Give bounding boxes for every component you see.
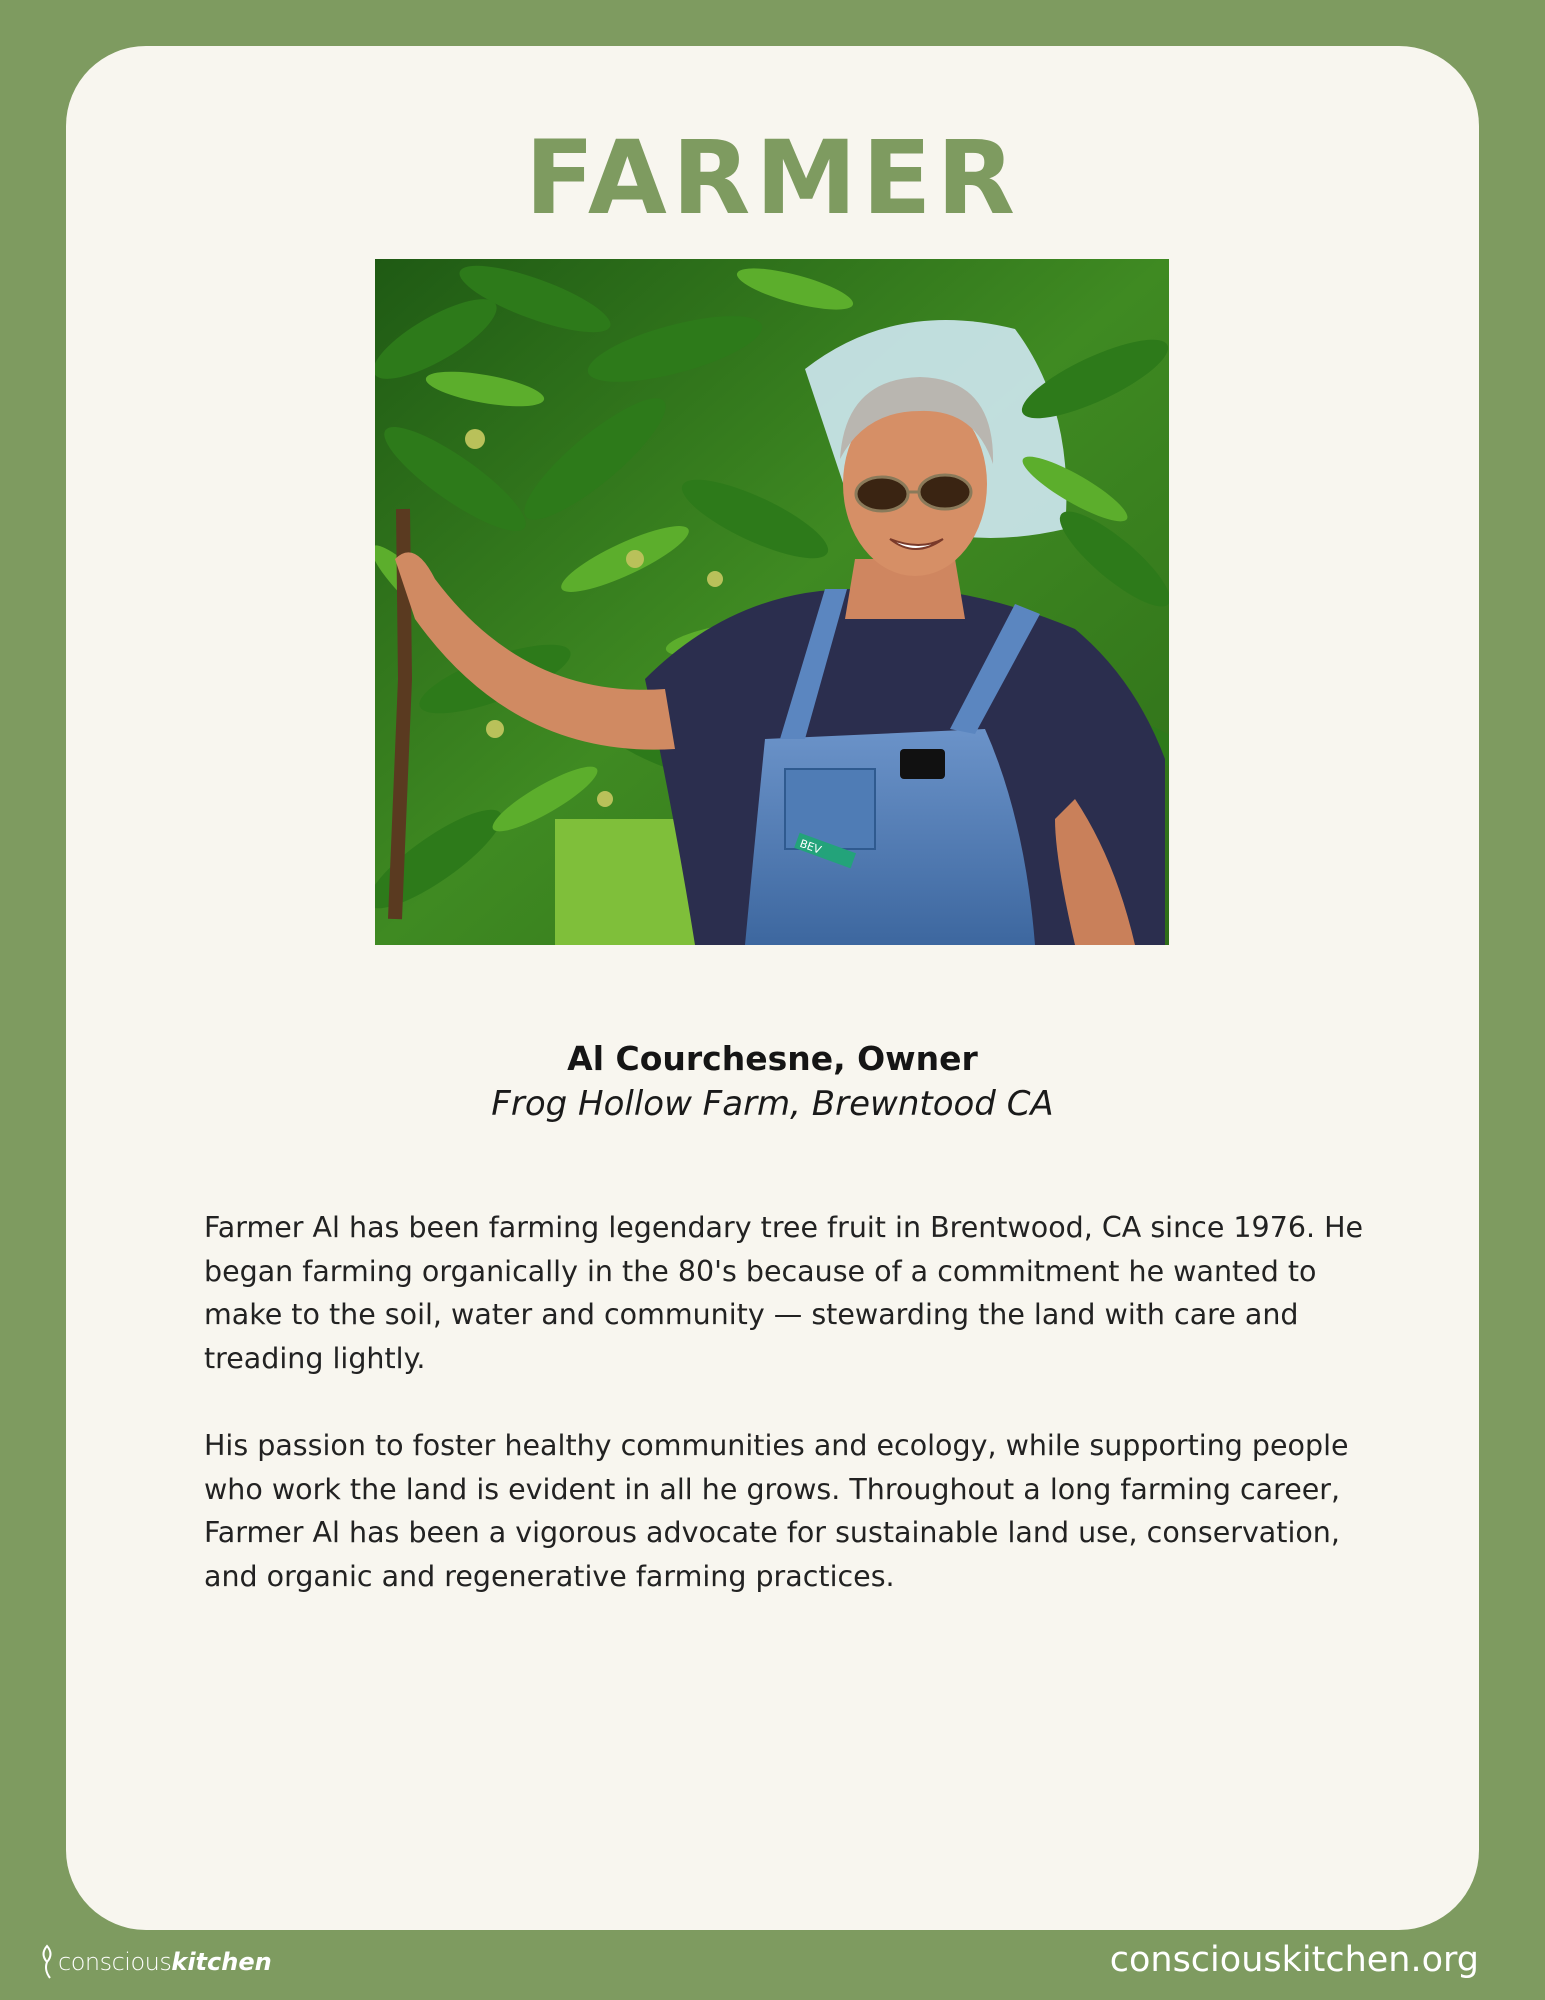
- bio-paragraph-2: His passion to foster healthy communities and ecology, while supporting people who work the land is evident in all he grows. Throughout a long farming career, Farmer Al has been a vigorous advocate for sustainable land use, conservation, and organic and regenerative farming practices.: [204, 1429, 1349, 1593]
- farmer-name: Al Courchesne, Owner: [567, 1039, 978, 1078]
- farmer-photo: [375, 259, 1169, 945]
- overalls-badge-text: BEV: [797, 836, 824, 857]
- bio-paragraph-1: Farmer Al has been farming legendary tree fruit in Brentwood, CA since 1976. He began farming organically in the 80's because of a commitment he wanted to make to the soil, water and community — stewarding the land with care and treading lightly.: [204, 1211, 1364, 1375]
- conscious-kitchen-logo: [38, 1942, 272, 1982]
- logo-text-kitchen: kitchen: [171, 1948, 272, 1976]
- leaf-icon: [38, 1944, 56, 1980]
- logo-text-conscious: conscious: [58, 1948, 172, 1976]
- profile-card: [66, 46, 1479, 1930]
- page-title: FARMER: [524, 119, 1021, 238]
- website-link[interactable]: consciouskitchen.org: [1109, 1940, 1479, 1980]
- farm-location: Frog Hollow Farm, Brewntood CA: [491, 1084, 1054, 1124]
